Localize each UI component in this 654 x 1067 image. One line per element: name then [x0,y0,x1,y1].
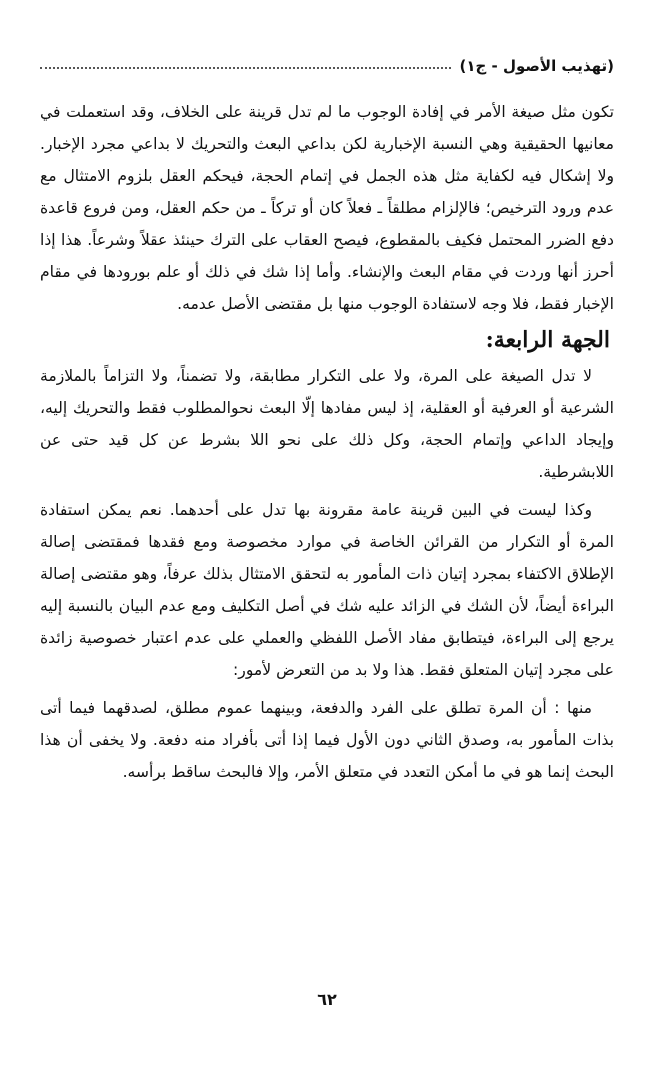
section-heading: الجهة الرابعة: [485,327,610,353]
header-dotted-leader [40,67,451,69]
paragraph-2: لا تدل الصيغة على المرة، ولا على التكرار مطابقة، ولا تضمناً، ولا التزاماً بالملازمة الشرعية أو العرفية أو العقلية، إذ ليس مفادها إلّا البعث نحوالمطلوب فقط والتحريك إليه، وإيجاد الداعي وإتمام الحجة، وكل ذلك على نحو اللا بشرط عن كل قيد حتى عن اللابشرطية. [40,367,614,481]
running-header [40,52,614,80]
page-body [40,52,614,788]
header-title: (تهذيب الأصول - ج١) [459,57,614,75]
page-number: ٦٢ [317,990,337,1009]
paragraph-4: منها : أن المرة تطلق على الفرد والدفعة، وبينهما عموم مطلق، لصدقهما فيما أتى بذات المأمور به، وصدق الثاني دون الأول فيما إذا أتى بأفراد منه دفعة. ولا يخفى أن هذا البحث إنما هو في ما أمكن التعدد في متعلق الأمر، وإلا فالبحث ساقط برأسه. [40,699,614,781]
paragraph-3: وكذا ليست في البين قرينة عامة مقرونة بها تدل على أحدهما. نعم يمكن استفادة المرة أو التكرار من القرائن الخاصة في موارد مخصوصة ومع فقدها فمقتضى إصالة الإطلاق الاكتفاء بمجرد إتيان ذات المأمور به لتحقق الامتثال بذلك عرفاً، وهو مقتضى إصالة البراءة أيضاً، لأن الشك في الزائد عليه شك في أصل التكليف ومع عدم البيان بالنسبة إليه يرجع إلى البراءة، فيتطابق مفاد الأصل اللفظي والعملي على عدم اعتبار خصوصية زائدة على مجرد إتيان المتعلق فقط. هذا ولا بد من التعرض لأمور: [40,501,614,679]
paragraph-1: تكون مثل صيغة الأمر في إفادة الوجوب ما لم تدل قرينة على الخلاف، وقد استعملت في معانيها الحقيقية وهي النسبة الإخبارية لكن بداعي البعث والتحريك لا بداعي مجرد الإخبار. ولا إشكال فيه لكفاية مثل هذه الجمل في إتمام الحجة، فيحكم العقل بلزوم الامتثال مع عدم ورود الترخيص؛ فالإلزام مطلقاً ـ فعلاً كان أو تركاً ـ من حكم العقل، ومن فروع قاعدة دفع الضرر المحتمل فكيف بالمقطوع، فيصح العقاب على الترك حينئذ عقلاً وشرعاً. هذا إذا أحرز أنها وردت في مقام البعث والإنشاء. وأما إذا شك في ذلك أو علم بورودها في مقام الإخبار فقط، فلا وجه لاستفادة الوجوب منها بل مقتضى الأصل عدمه. [40,103,614,313]
